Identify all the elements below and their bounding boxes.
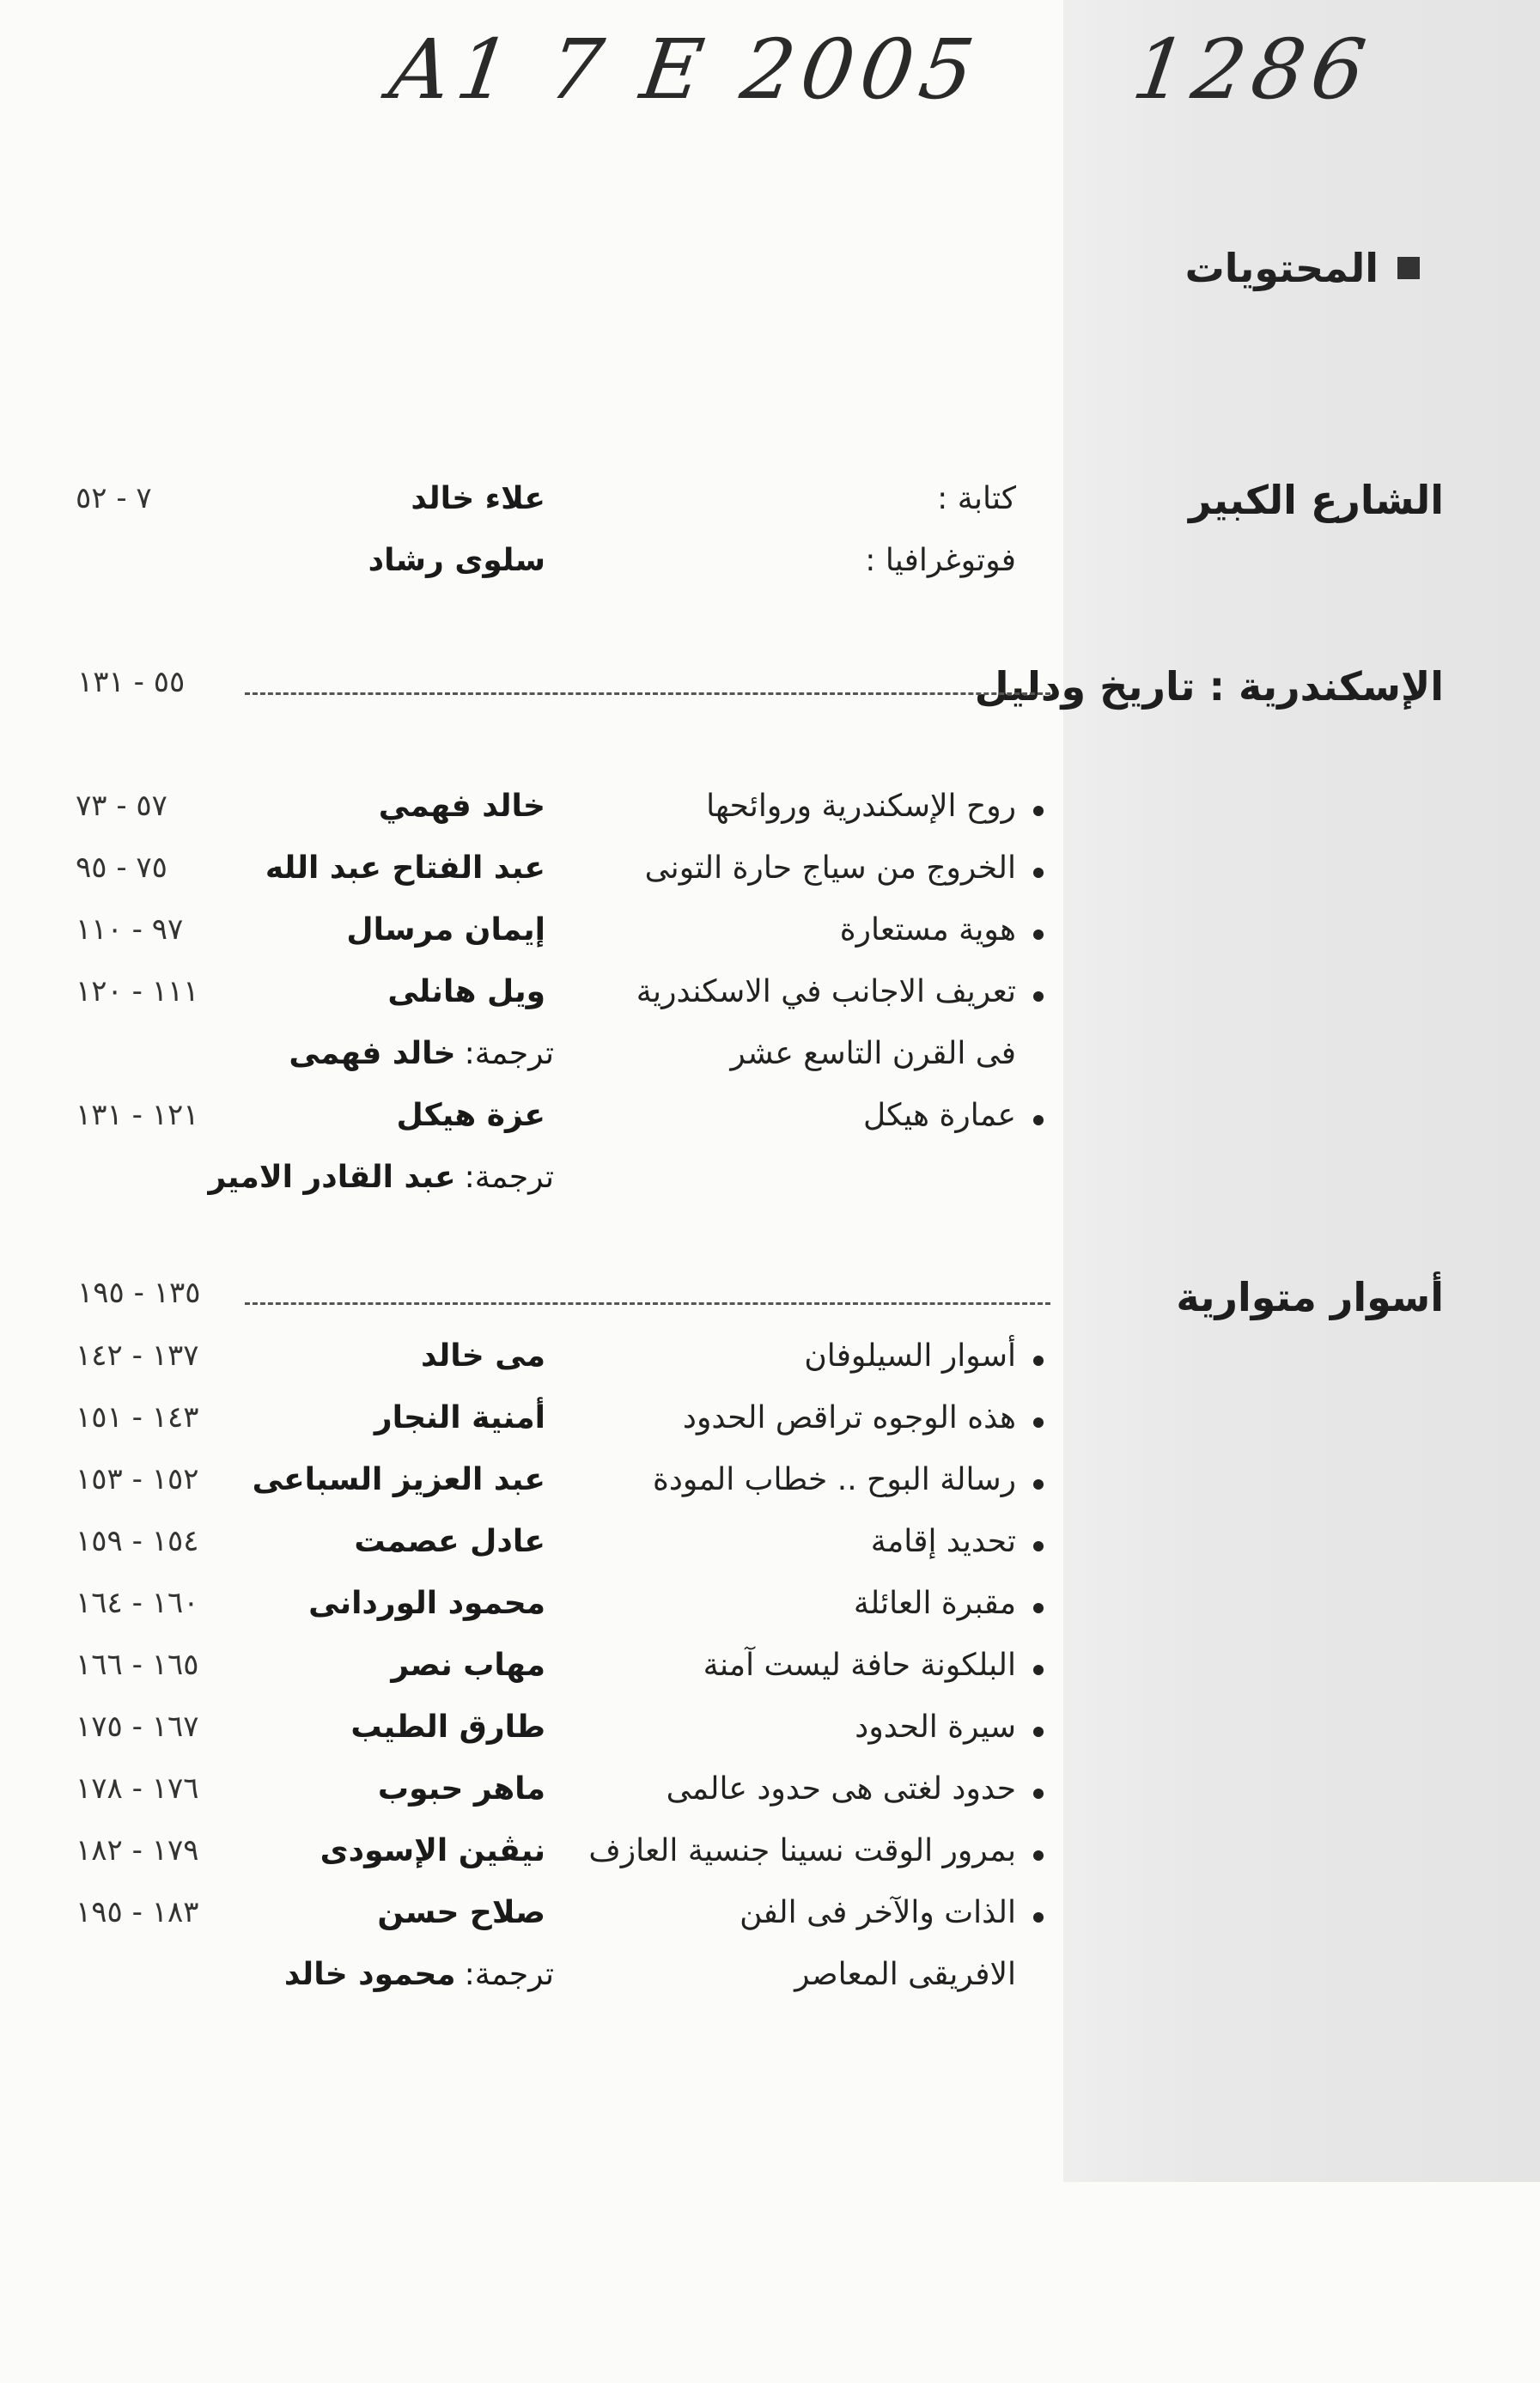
page-range: ١٣٧ - ١٤٢ (76, 1338, 199, 1373)
entry-title: فوتوغرافيا : (865, 543, 1016, 578)
bullet-icon (1033, 1789, 1044, 1799)
bullet-icon (1033, 1356, 1044, 1366)
entry-author (208, 1160, 554, 1195)
author-name: عبد العزيز السباعى (252, 1462, 545, 1497)
entry-pages (76, 912, 256, 947)
section-pages: ٥٥ - ١٣١ (77, 665, 186, 699)
contents-heading (1185, 245, 1420, 291)
author-name: صلاح حسن (377, 1895, 545, 1930)
author-name: ماهر حبوب (377, 1771, 545, 1807)
bullet-icon (1033, 1850, 1044, 1861)
entry-pages (76, 850, 256, 885)
entry-author (265, 850, 554, 886)
entry-title: تحديد إقامة (870, 1524, 1016, 1559)
toc-entry (0, 1400, 1540, 1452)
toc-entry (0, 1098, 1540, 1149)
page-range: ١٦٥ - ١٦٦ (76, 1648, 199, 1682)
author-name: مهاب نصر (391, 1648, 545, 1683)
toc-entry (0, 1648, 1540, 1699)
toc-entry (0, 850, 1540, 902)
author-name: عزة هيكل (396, 1098, 545, 1133)
toc-entry (0, 1524, 1540, 1575)
entry-title: روح الإسكندرية وروائحها (706, 789, 1016, 824)
toc-entry (0, 1833, 1540, 1885)
author-name: محمود خالد (283, 1957, 456, 1992)
page-range: ١٦٧ - ١٧٥ (76, 1710, 199, 1744)
bullet-icon (1033, 991, 1044, 1002)
entry-title: الافريقى المعاصر (794, 1957, 1016, 1992)
page-range: ١٧٦ - ١٧٨ (76, 1771, 199, 1806)
entry-author (271, 1710, 554, 1745)
entry-author (271, 789, 554, 824)
entry-author (271, 1957, 554, 1992)
page-range: ١٥٤ - ١٥٩ (76, 1524, 199, 1558)
page-range: ٩٧ - ١١٠ (76, 912, 184, 947)
entry-title: فى القرن التاسع عشر (730, 1036, 1016, 1071)
author-name: عبد الفتاح عبد الله (265, 850, 545, 886)
entry-pages (76, 481, 256, 515)
entry-pages (76, 789, 256, 823)
author-name: ويل هانلى (387, 974, 545, 1009)
bullet-icon (1033, 868, 1044, 878)
contents-heading-label: المحتويات (1184, 245, 1379, 291)
page-range: ٥٧ - ٧٣ (76, 789, 167, 823)
entry-author (271, 1771, 554, 1807)
entry-author (271, 1524, 554, 1559)
page-range: ١٤٣ - ١٥١ (76, 1400, 199, 1435)
page-range: ١٥٢ - ١٥٣ (76, 1462, 199, 1496)
page-range: ٧ - ٥٢ (76, 481, 152, 515)
entry-pages (76, 1098, 256, 1132)
entry-author (271, 1400, 554, 1435)
page-range: ٧٥ - ٩٥ (76, 850, 167, 885)
page-range: ١٦٠ - ١٦٤ (76, 1586, 199, 1620)
toc-entry (0, 1160, 1540, 1211)
entry-author (271, 481, 554, 516)
toc-entry (0, 543, 1540, 594)
entry-title: سيرة الحدود (855, 1710, 1016, 1745)
toc-entry (0, 1895, 1540, 1947)
toc-entry (0, 1462, 1540, 1514)
author-name: إيمان مرسال (346, 912, 545, 948)
entry-author (271, 1648, 554, 1683)
bullet-icon (1033, 1417, 1044, 1428)
page-range: ١١١ - ١٢٠ (76, 974, 199, 1009)
author-prefix: ترجمة: (464, 1957, 554, 1992)
entry-pages (76, 1833, 256, 1868)
entry-pages (76, 1771, 256, 1806)
dotted-leader (245, 1302, 1050, 1305)
entry-author (271, 974, 554, 1009)
section-title: الشارع الكبير (1188, 477, 1444, 523)
toc-entry (0, 1771, 1540, 1823)
bullet-icon (1033, 1541, 1044, 1551)
page-range: ١٧٩ - ١٨٢ (76, 1833, 199, 1868)
toc-entry (0, 974, 1540, 1026)
page-range: ١٨٣ - ١٩٥ (76, 1895, 199, 1929)
entry-author (271, 1586, 554, 1621)
entry-pages (76, 1462, 256, 1496)
toc-entry (0, 1036, 1540, 1088)
author-prefix: ترجمة: (464, 1036, 554, 1071)
author-name: علاء خالد (411, 481, 545, 516)
bullet-icon (1033, 1479, 1044, 1490)
author-name: محمود الوردانى (308, 1586, 545, 1621)
entry-pages (76, 1338, 256, 1373)
bullet-icon (1033, 1912, 1044, 1923)
author-name: نيڤين الإسودى (320, 1833, 545, 1868)
author-name: سلوى رشاد (368, 543, 545, 578)
entry-title: هذه الوجوه تراقص الحدود (682, 1400, 1016, 1435)
entry-title: تعريف الاجانب في الاسكندرية (636, 974, 1016, 1009)
entry-title: بمرور الوقت نسينا جنسية العازف (588, 1833, 1016, 1868)
entry-author (271, 1833, 554, 1868)
entry-title: الخروج من سياج حارة التونى (644, 850, 1016, 886)
bullet-icon (1033, 806, 1044, 816)
toc-entry (0, 912, 1540, 964)
entry-title: هوية مستعارة (839, 912, 1016, 948)
entry-title: البلكونة حافة ليست آمنة (703, 1648, 1016, 1683)
author-name: خالد فهمى (289, 1036, 456, 1071)
page-range: ١٢١ - ١٣١ (76, 1098, 199, 1132)
entry-pages (76, 1586, 256, 1620)
bullet-icon (1033, 929, 1044, 940)
entry-author (271, 1036, 554, 1071)
section-title: الإسكندرية : تاريخ ودليل (974, 663, 1444, 710)
handwritten-catalog-code: A1 7 E 2005 (384, 21, 987, 118)
entry-author (271, 1098, 554, 1133)
entry-pages (76, 1710, 256, 1744)
entry-title: رسالة البوح .. خطاب المودة (652, 1462, 1016, 1497)
toc-entry (0, 1710, 1540, 1761)
bullet-icon (1033, 1727, 1044, 1737)
entry-author (271, 1338, 554, 1374)
toc-entry (0, 1586, 1540, 1637)
entry-pages (76, 1895, 256, 1929)
toc-entry (0, 481, 1540, 533)
entry-title: أسوار السيلوفان (804, 1338, 1016, 1374)
entry-author (271, 912, 554, 948)
entry-title: عمارة هيكل (863, 1098, 1016, 1133)
toc-entry (0, 1957, 1540, 2008)
entry-title: مقبرة العائلة (853, 1586, 1016, 1621)
entry-pages (76, 974, 256, 1009)
toc-entry (0, 1338, 1540, 1390)
author-name: خالد فهمي (378, 789, 545, 824)
entry-title: حدود لغتى هى حدود عالمى (666, 1771, 1016, 1807)
toc-entry (0, 789, 1540, 840)
author-name: أمنية النجار (374, 1400, 545, 1435)
author-name: مى خالد (420, 1338, 545, 1374)
entry-author (271, 543, 554, 578)
square-bullet-icon (1397, 257, 1420, 279)
entry-pages (76, 1524, 256, 1558)
entry-pages (76, 1648, 256, 1682)
entry-title: الذات والآخر فى الفن (740, 1895, 1016, 1930)
entry-author (271, 1895, 554, 1930)
bullet-icon (1033, 1665, 1044, 1675)
bullet-icon (1033, 1603, 1044, 1613)
bullet-icon (1033, 1115, 1044, 1125)
section-title: أسوار متوارية (1176, 1274, 1444, 1320)
author-name: طارق الطيب (350, 1710, 545, 1745)
entry-author (252, 1462, 554, 1497)
entry-pages (76, 1400, 256, 1435)
author-name: عادل عصمت (354, 1524, 545, 1559)
section-pages: ١٣٥ - ١٩٥ (77, 1276, 201, 1310)
handwritten-number: 1286 (1127, 21, 1379, 118)
entry-title: كتابة : (937, 481, 1016, 516)
author-name: عبد القادر الامير (208, 1160, 456, 1195)
dotted-leader (245, 692, 1050, 695)
author-prefix: ترجمة: (464, 1160, 554, 1195)
